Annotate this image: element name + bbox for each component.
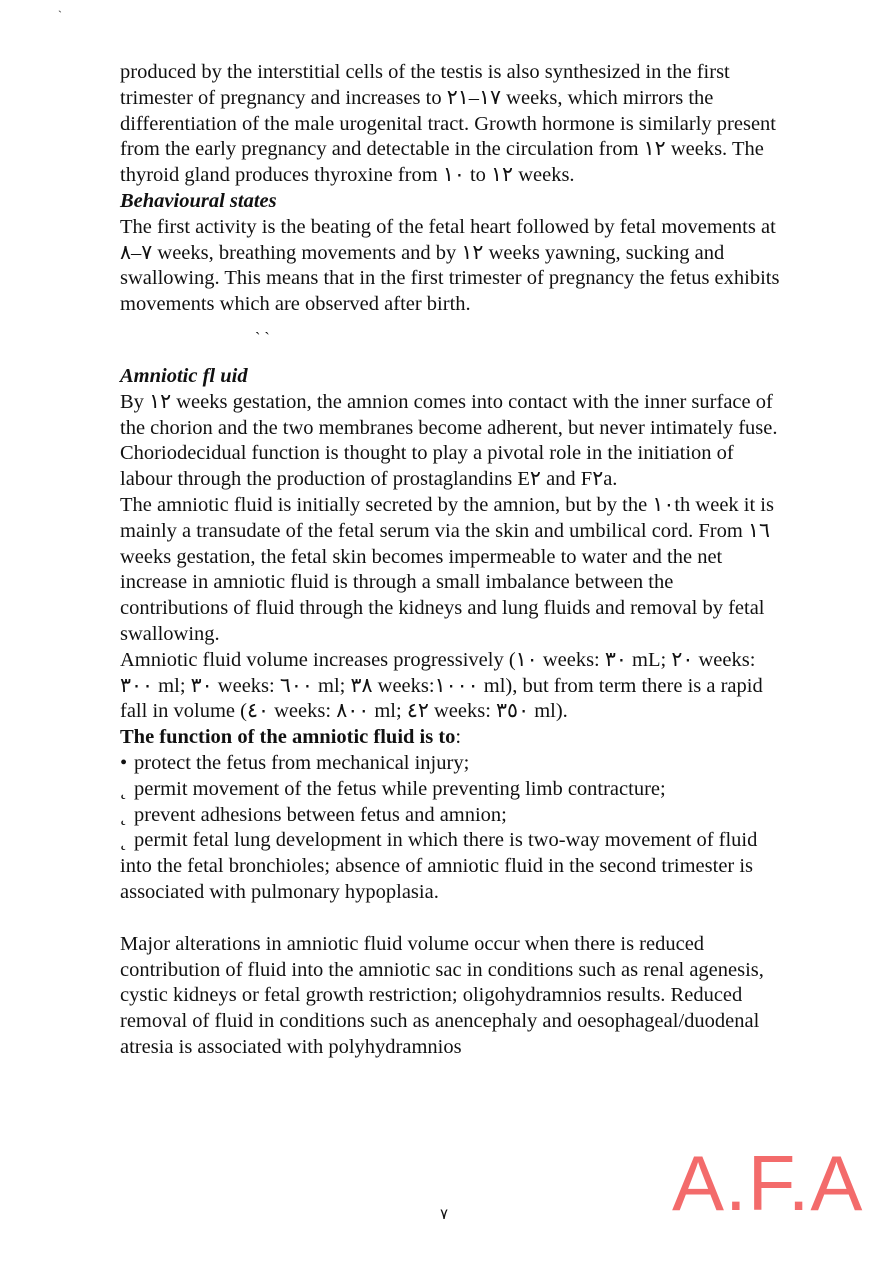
list-item <box>120 777 785 803</box>
bullet-icon: ˛ <box>120 777 127 800</box>
watermark-logo: A.F.A <box>672 1139 864 1227</box>
paragraph-amniotic-volume: Amniotic fluid volume increases progressively (١٠ weeks: ٣٠ mL; ٢٠ weeks: ٣٠٠ ml; ٣٠ weeks: ٦٠٠ ml; ٣٨ weeks:١٠٠٠ ml), but from term there is a rapid fall in volume (٤٠ weeks: ٨٠٠ ml; ٤٢ weeks: ٣٥٠ ml). <box>120 648 763 723</box>
list-item-text: protect the fetus from mechanical injury; <box>134 751 470 774</box>
stray-marks: ` ` <box>255 329 270 347</box>
list-item <box>120 751 785 777</box>
page-number: ٧ <box>440 1207 449 1223</box>
paragraph-hormones: produced by the interstitial cells of the testis is also synthesized in the first trimester of pregnancy and increases to ١٧–٢١ weeks, which mirrors the differentiation of the male urogenital tract. Growth hormone is similarly present from the early pregnancy and detectable in the circulation from ١٢ weeks. The thyroid gland produces thyroxine from ١٠ to ١٢ weeks. <box>120 61 776 187</box>
paragraph-volume-alterations: Major alterations in amniotic fluid volume occur when there is reduced contribution of fluid into the amniotic sac in conditions such as renal agenesis, cystic kidneys or fetal growth restriction; oligohydramnios results. Reduced removal of fluid in conditions such as anencephaly and oesophageal/duodenal atresia is associated with polyhydramnios <box>120 932 764 1058</box>
document-body <box>120 60 785 1061</box>
paragraph-behavioural-states: The first activity is the beating of the fetal heart followed by fetal movements at ٧–٨ weeks, breathing movements and by ١٢ weeks yawning, sucking and swallowing. This means that in the first trimester of pregnancy the fetus exhibits movements which are observed after birth. <box>120 215 780 316</box>
function-heading-line <box>120 725 785 751</box>
list-item-text: prevent adhesions between fetus and amnion; <box>134 803 507 826</box>
heading-behavioural-states: Behavioural states <box>120 189 277 212</box>
function-list <box>120 751 785 906</box>
list-item <box>120 828 785 905</box>
corner-mark: ` <box>58 8 62 22</box>
paragraph-spacer <box>120 906 785 932</box>
bullet-icon: • <box>120 751 128 774</box>
list-item-text: permit movement of the fetus while preventing limb contracture; <box>134 777 666 800</box>
paragraph-amniotic-secretion: The amniotic fluid is initially secreted by the amnion, but by the ١٠th week it is mainly a transudate of the fetal serum via the skin and umbilical cord. From ١٦ weeks gestation, the fetal skin becomes impermeable to water and the net increase in amniotic fluid is through a small imbalance between the contributions of fluid through the kidneys and lung fluids and removal by fetal swallowing. <box>120 493 774 645</box>
paragraph-amnion-chorion: By ١٢ weeks gestation, the amnion comes into contact with the inner surface of the chorion and the two membranes become adherent, but never intimately fuse. Choriodecidual function is thought to play a pivotal role in the initiation of labour through the production of prostaglandins E٢ and F٢a. <box>120 390 778 491</box>
list-item <box>120 803 785 829</box>
heading-function-colon: : <box>455 726 462 749</box>
list-item-text: permit fetal lung development in which there is two-way movement of fluid into the fetal bronchioles; absence of amniotic fluid in the second trimester is associated with pulmonary hypoplasia. <box>120 829 758 903</box>
bullet-icon: ˛ <box>120 803 127 826</box>
bullet-icon: ˛ <box>120 829 127 852</box>
heading-amniotic-fluid: Amniotic fl uid <box>120 364 248 387</box>
heading-function: The function of the amniotic fluid is to <box>120 726 456 749</box>
